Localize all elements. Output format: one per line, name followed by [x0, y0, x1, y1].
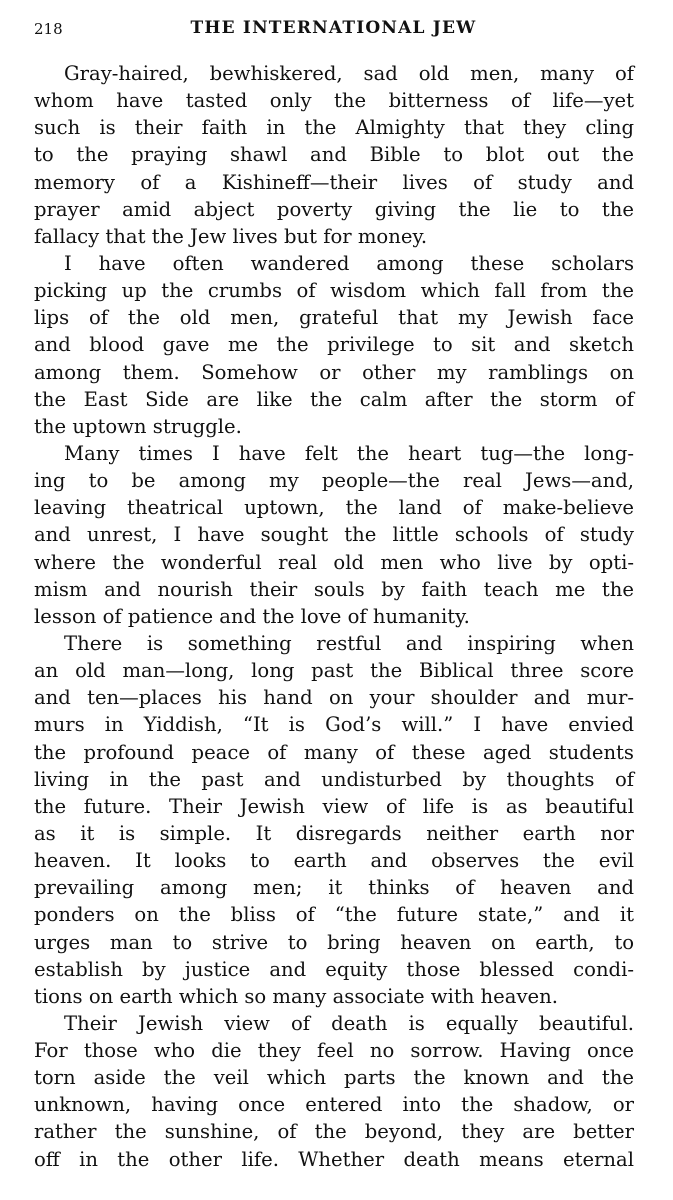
body-text: [34, 60, 634, 1173]
text-line: the uptown struggle.: [34, 414, 242, 438]
text-line: the profound peace of many of these aged students: [34, 740, 634, 764]
text-line: among them. Somehow or other my ramblings on: [34, 360, 634, 384]
text-line: to the praying shawl and Bible to blot out the: [34, 143, 634, 167]
paragraph: [34, 1010, 634, 1173]
text-line: Many times I have felt the heart tug—the long-: [64, 441, 634, 465]
page-header: [34, 16, 633, 42]
text-line: as it is simple. It disregards neither earth nor: [34, 821, 634, 845]
text-line: picking up the crumbs of wisdom which fall from the: [34, 279, 634, 303]
text-line: Their Jewish view of death is equally beautiful.: [64, 1011, 634, 1035]
text-line: heaven. It looks to earth and observes the evil: [34, 849, 634, 873]
text-line: the East Side are like the calm after the storm of: [34, 387, 634, 411]
text-line: whom have tasted only the bitterness of life—yet: [34, 89, 634, 113]
text-line: rather the sunshine, of the beyond, they are better: [34, 1120, 634, 1144]
text-line: unknown, having once entered into the shadow, or: [34, 1093, 634, 1117]
text-line: where the wonderful real old men who live by opti-: [34, 550, 634, 574]
text-line: lips of the old men, grateful that my Jewish face: [34, 306, 634, 330]
text-line: ponders on the bliss of “the future state,” and it: [34, 903, 634, 927]
text-line: For those who die they feel no sorrow. Having once: [34, 1039, 634, 1063]
text-line: and ten—places his hand on your shoulder and mur-: [34, 686, 634, 710]
text-line: memory of a Kishineff—their lives of study and: [34, 170, 634, 194]
text-line: Gray-haired, bewhiskered, sad old men, many of: [64, 62, 634, 85]
text-line: ing to be among my people—the real Jews—and,: [34, 469, 634, 493]
page-number: 218: [34, 20, 63, 38]
paragraph: [34, 630, 634, 1010]
text-line: torn aside the veil which parts the known and the: [34, 1066, 634, 1090]
paragraph: [34, 60, 634, 250]
text-line: tions on earth which so many associate with heaven.: [34, 984, 558, 1008]
text-line: and blood gave me the privilege to sit and sketch: [34, 333, 634, 357]
paragraph: [34, 440, 634, 630]
text-line: prayer amid abject poverty giving the lie to the: [34, 197, 634, 221]
text-line: leaving theatrical uptown, the land of make-believe: [34, 496, 634, 520]
text-line: an old man—long, long past the Biblical three score: [34, 659, 634, 683]
text-line: urges man to strive to bring heaven on earth, to: [34, 930, 634, 954]
text-line: murs in Yiddish, “It is God’s will.” I have envied: [34, 713, 634, 737]
text-line: I have often wandered among these scholars: [64, 251, 634, 275]
text-line: There is something restful and inspiring when: [64, 631, 634, 655]
text-line: the future. Their Jewish view of life is as beautiful: [34, 794, 634, 818]
text-line: fallacy that the Jew lives but for money.: [34, 224, 428, 248]
running-title: THE INTERNATIONAL JEW: [190, 18, 477, 38]
text-line: prevailing among men; it thinks of heaven and: [34, 876, 634, 900]
text-line: living in the past and undisturbed by thoughts of: [34, 767, 634, 791]
text-line: off in the other life. Whether death means eternal: [34, 1147, 634, 1171]
text-line: establish by justice and equity those blessed condi-: [34, 957, 634, 981]
text-line: mism and nourish their souls by faith teach me the: [34, 577, 634, 601]
text-line: such is their faith in the Almighty that they cling: [34, 116, 634, 140]
text-line: and unrest, I have sought the little schools of study: [34, 523, 634, 547]
paragraph: [34, 250, 634, 440]
text-line: lesson of patience and the love of humanity.: [34, 604, 470, 628]
